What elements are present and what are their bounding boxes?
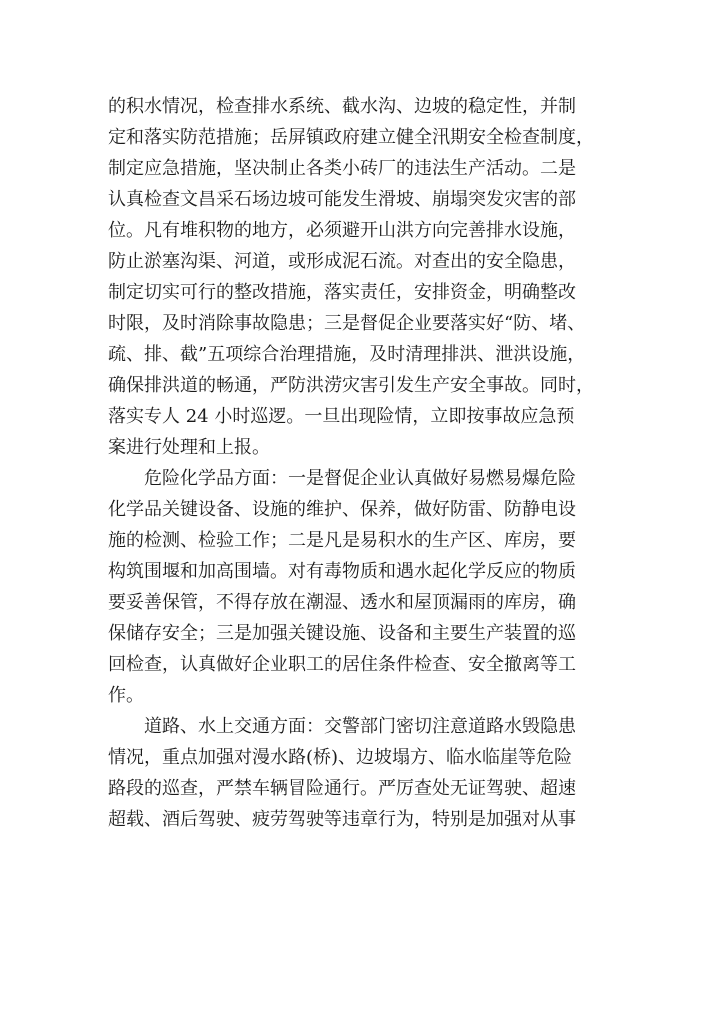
text-line: 构筑围堰和加高围墙。对有毒物质和遇水起化学反应的物质 [108,561,576,582]
paragraph-heading-line: 道路、水上交通方面：交警部门密切注意道路水毁隐患 [144,716,576,737]
text-line: 路段的巡查，严禁车辆冒险通行。严厉查处无证驾驶、超速 [108,778,576,799]
text-line: 施的检测、检验工作；二是凡是易积水的生产区、库房，要 [108,530,576,551]
text-line: 落实专人 24 小时巡逻。一旦出现险情，立即按事故应急预 [108,406,575,427]
text-line: 疏、排、截”五项综合治理措施，及时清理排洪、泄洪设施， [108,344,586,365]
text-line: 防止淤塞沟渠、河道，或形成泥石流。对查出的安全隐患， [108,251,576,272]
text-line: 情况，重点加强对漫水路(桥)、边坡塌方、临水临崖等危险 [108,747,573,768]
text-line: 要妥善保管，不得存放在潮湿、透水和屋顶漏雨的库房，确 [108,592,576,613]
text-line: 定和落实防范措施；岳屏镇政府建立健全汛期安全检查制度， [108,127,594,148]
text-line: 化学品关键设备、设施的维护、保养，做好防雷、防静电设 [108,499,576,520]
document-body [108,91,612,835]
text-line: 超载、酒后驾驶、疲劳驾驶等违章行为，特别是加强对从事 [108,809,576,830]
paragraph-heading-line: 危险化学品方面：一是督促企业认真做好易燃易爆危险 [144,468,576,489]
text-line: 制定切实可行的整改措施，落实责任，安排资金，明确整改 [108,282,576,303]
text-line: 作。 [108,685,144,706]
text-line: 的积水情况，检查排水系统、截水沟、边坡的稳定性，并制 [108,96,576,117]
text-line: 认真检查文昌采石场边坡可能发生滑坡、崩塌突发灾害的部 [108,189,576,210]
text-line: 案进行处理和上报。 [108,437,270,458]
text-line: 位。凡有堆积物的地方，必须避开山洪方向完善排水设施， [108,220,576,241]
text-line: 回检查，认真做好企业职工的居住条件检查、安全撤离等工 [108,654,576,675]
text-line: 确保排洪道的畅通，严防洪涝灾害引发生产安全事故。同时， [108,375,594,396]
text-line: 保储存安全；三是加强关键设施、设备和主要生产装置的巡 [108,623,576,644]
text-line: 制定应急措施，坚决制止各类小砖厂的违法生产活动。二是 [108,158,576,179]
text-line: 时限，及时消除事故隐患；三是督促企业要落实好“防、堵、 [108,313,586,334]
